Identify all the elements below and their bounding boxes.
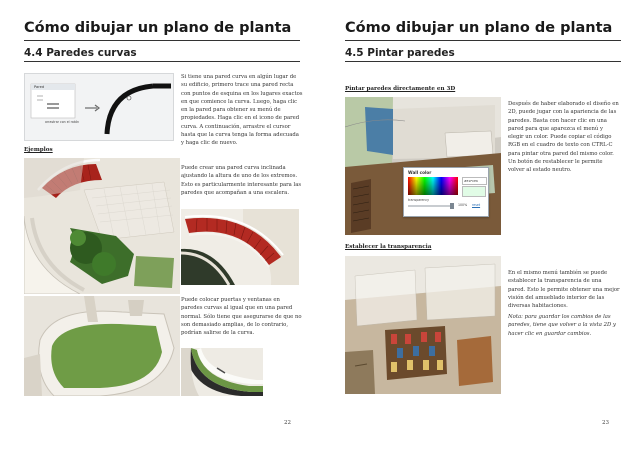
color-spectrum-shade [408,177,458,195]
examples-label: Ejemplos [24,147,53,153]
curved-wall-paragraph-1: Si tiene una pared curva en algún lugar de su edificio, primero trace una pared recta con puntos de esquina en los lugares exactos en que comience la curva. Luego, haga clic en la pared para obtener su menú de propiedades. Haga clic en el icono de pared curva. A continuación, arrastre el cursor hasta que la curva tenga la forma adecuada y haga clic de nuevo. [181,74,303,147]
wall-color-panel[interactable] [403,167,489,217]
reset-link[interactable]: reset [472,203,481,207]
transparency-section-label: Establecer la transparencia [345,244,432,250]
hex-input[interactable]: #E1FCE6 [462,177,487,185]
wall-color-title: Wall color [408,170,432,175]
transparency-image [345,256,501,394]
transparency-label: transparency [408,198,430,202]
curved-stair-room-image [24,158,180,294]
curved-room-floor-drawing [24,296,180,396]
curved-wall-tool-image [24,73,174,141]
curved-wall-paragraph-2: Puede crear una pared curva inclinada ajustando la altura de uno de los extremos. Esto es particularmente interesante para las paredes que acompañan a una escalera. [181,165,302,196]
transparency-value: 100% [458,203,468,207]
panel-label-drag: arrastrar con el ratón [45,120,80,124]
page-title: Cómo dibujar un plano de planta [345,20,613,36]
curved-stair-room-drawing [24,158,180,294]
page-number: 22 [284,420,291,426]
curved-wall-window-image [181,348,263,396]
transparency-slider[interactable] [408,205,454,207]
page-title: Cómo dibujar un plano de planta [24,20,292,36]
panel-label-wall: Pared [34,85,45,89]
save-changes-note: Nota: para guardar los cambios de las paredes, tiene que volver a la vista 2D y hacer clic en guardar cambios. [508,314,616,337]
curved-stairs-drawing [181,209,299,285]
color-spectrum[interactable] [408,177,458,195]
curved-wall-paragraph-3: Puede colocar puertas y ventanas en paredes curvas al igual que en una pared normal. Sólo tiene que asegurarse de que no son demasiado amplias, de lo contrario, podrían salirse de la curva. [181,297,302,337]
section-heading: 4.4 Paredes curvas [24,47,137,59]
paint-walls-paragraph: Después de haber elaborado el diseño en 2D, puede jugar con la apariencia de las paredes. Basta con hacer clic en una pared para que aparezca el menú y elegir un color. Puede copiar el código RGB en el cuadro de texto con CTRL-C para pintar otra pared del mismo color. Un botón de restablecer le permite volver al estado neutro. [508,101,619,174]
title-rule [345,40,621,41]
section-rule [345,61,621,62]
title-rule [24,40,300,41]
transparency-room-drawing [345,256,501,394]
right-page [319,0,638,452]
curved-wall-window-drawing [181,348,263,396]
color-preview-swatch [462,186,486,197]
curved-room-floor-image [24,296,180,396]
curved-stairs-image [181,209,299,285]
paint-walls-label: Pintar paredes directamente en 3D [345,86,456,92]
curved-wall-tool-drawing [25,74,173,140]
section-heading: 4.5 Pintar paredes [345,47,455,59]
section-rule [24,61,300,62]
page-number: 23 [602,420,609,426]
transparency-slider-handle[interactable] [450,203,454,209]
transparency-paragraph: En el mismo menú también se puede establecer la transparencia de una pared. Esto le permite obtener una mejor visión del amueblado interior de las diversas habitaciones. [508,270,620,310]
wall-color-image [345,97,501,235]
